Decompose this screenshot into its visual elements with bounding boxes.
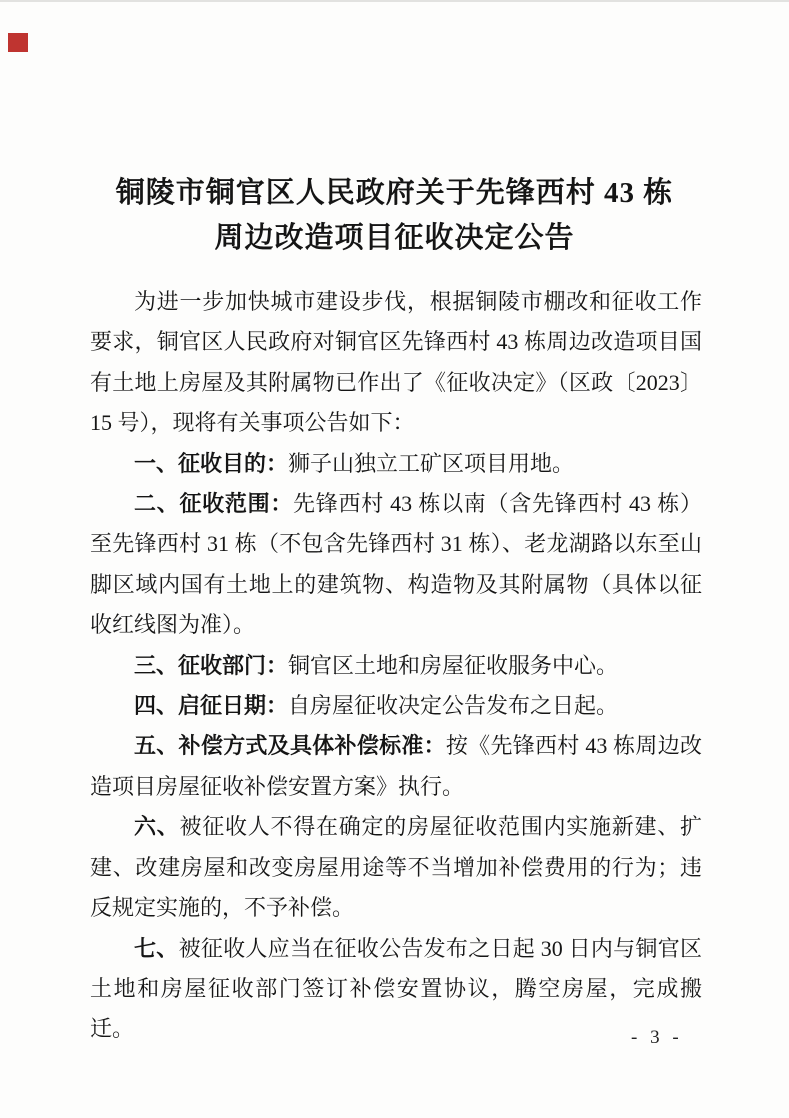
section-paragraph-7 (90, 929, 702, 1050)
section-text-2: 先锋西村 43 栋以南（含先锋西村 43 栋）至先锋西村 31 栋（不包含先锋西村 31 栋）、老龙湖路以东至山脚区域内国有土地上的建筑物、构造物及其附属物（具体以征收红线图为准）。 (90, 491, 702, 638)
section-label-6: 六、 (134, 814, 180, 840)
section-text-3: 铜官区土地和房屋征收服务中心。 (288, 652, 619, 678)
red-corner-mark (8, 33, 28, 52)
section-text-6: 被征收人不得在确定的房屋征收范围内实施新建、扩建、改建房屋和改变房屋用途等不当增加补偿费用的行为；违反规定实施的，不予补偿。 (90, 814, 702, 921)
section-label-2: 二、征收范围： (134, 491, 294, 517)
section-paragraph-1 (90, 444, 702, 484)
intro-paragraph (90, 282, 702, 444)
section-label-7: 七、 (134, 935, 179, 961)
document-title (55, 171, 734, 261)
section-text-1: 狮子山独立工矿区项目用地。 (288, 450, 575, 476)
section-paragraph-2 (90, 484, 702, 646)
section-text-4: 自房屋征收决定公告发布之日起。 (288, 693, 619, 719)
section-label-4: 四、启征日期： (134, 693, 289, 719)
section-text-7: 被征收人应当在征收公告发布之日起 30 日内与铜官区土地和房屋征收部门签订补偿安置协议，腾空房屋，完成搬迁。 (90, 935, 702, 1042)
title-line-1: 铜陵市铜官区人民政府关于先锋西村 43 栋 (115, 177, 674, 210)
title-line-2: 周边改造项目征收决定公告 (214, 222, 575, 255)
section-paragraph-6 (90, 807, 702, 928)
section-label-5: 五、补偿方式及具体补偿标准： (134, 733, 446, 759)
page-number: - 3 - (631, 1027, 683, 1048)
section-paragraph-5 (90, 726, 702, 807)
section-text-5: 按《先锋西村 43 栋周边改造项目房屋征收补偿安置方案》执行。 (90, 733, 702, 799)
intro-text: 为进一步加快城市建设步伐，根据铜陵市棚改和征收工作要求，铜官区人民政府对铜官区先锋西村 43 栋周边改造项目国有土地上房屋及其附属物已作出了《征收决定》（区政〔2023〕15 号），现将有关事项公告如下： (90, 289, 702, 436)
document-body (90, 282, 702, 1050)
section-label-3: 三、征收部门： (134, 652, 289, 678)
section-paragraph-4 (90, 686, 702, 726)
section-paragraph-3 (90, 646, 702, 686)
section-label-1: 一、征收目的： (134, 450, 289, 476)
